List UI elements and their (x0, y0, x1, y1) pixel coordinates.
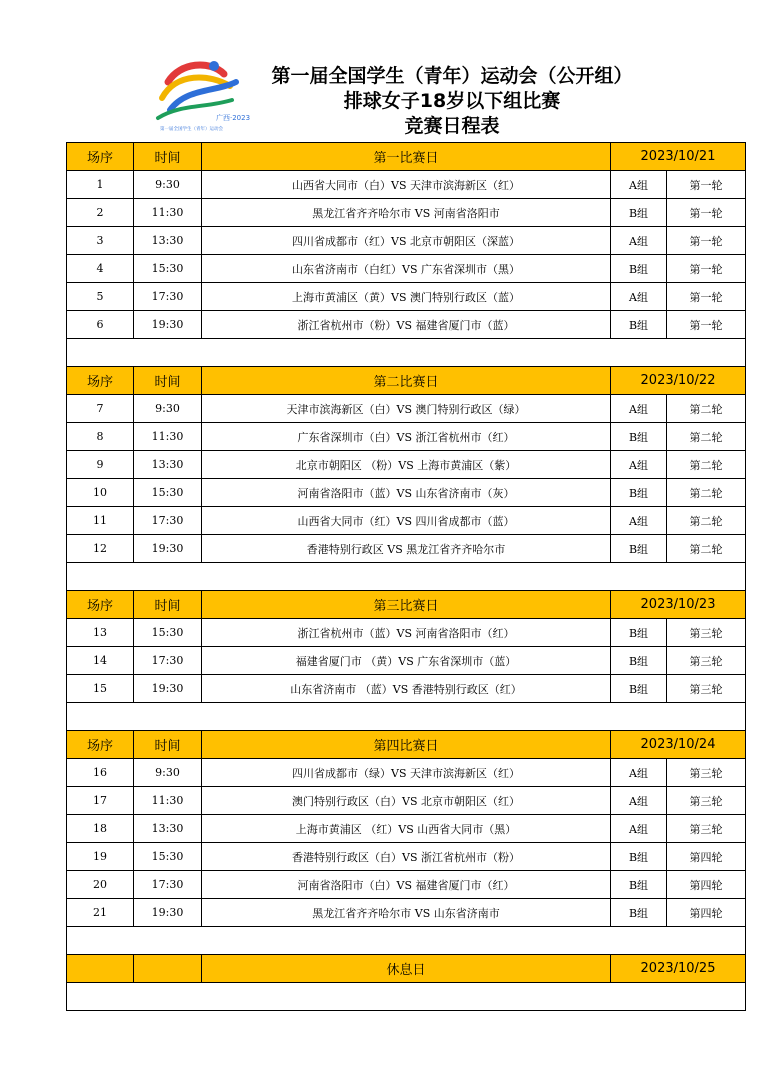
match-group: B组 (611, 535, 667, 563)
match-round: 第一轮 (667, 171, 746, 199)
match-row (67, 451, 746, 479)
rest-empty-seq (67, 955, 134, 983)
match-no: 5 (67, 283, 134, 311)
match-round: 第三轮 (667, 675, 746, 703)
match-row (67, 619, 746, 647)
match-round: 第三轮 (667, 619, 746, 647)
match-no: 4 (67, 255, 134, 283)
match-no: 21 (67, 899, 134, 927)
document-header (0, 0, 764, 142)
match-teams: 广东省深圳市（白）VS 浙江省杭州市（红） (202, 423, 611, 451)
match-no: 16 (67, 759, 134, 787)
header-time: 时间 (134, 731, 202, 759)
match-no: 13 (67, 619, 134, 647)
match-round: 第四轮 (667, 899, 746, 927)
match-no: 1 (67, 171, 134, 199)
match-time: 13:30 (134, 227, 202, 255)
match-time: 13:30 (134, 451, 202, 479)
match-time: 15:30 (134, 255, 202, 283)
match-time: 19:30 (134, 535, 202, 563)
match-group: B组 (611, 843, 667, 871)
match-round: 第四轮 (667, 871, 746, 899)
match-round: 第二轮 (667, 451, 746, 479)
match-time: 9:30 (134, 171, 202, 199)
match-time: 17:30 (134, 647, 202, 675)
match-no: 2 (67, 199, 134, 227)
match-row (67, 507, 746, 535)
match-no: 3 (67, 227, 134, 255)
match-no: 14 (67, 647, 134, 675)
match-no: 6 (67, 311, 134, 339)
match-row (67, 535, 746, 563)
match-group: A组 (611, 227, 667, 255)
match-group: B组 (611, 675, 667, 703)
day-date: 2023/10/21 (611, 143, 746, 171)
title-line-2: 排球女子18岁以下组比赛 (343, 90, 561, 112)
match-time: 11:30 (134, 423, 202, 451)
match-no: 12 (67, 535, 134, 563)
match-time: 17:30 (134, 507, 202, 535)
day-title: 第二比赛日 (202, 367, 611, 395)
match-round: 第一轮 (667, 255, 746, 283)
match-row (67, 227, 746, 255)
match-no: 9 (67, 451, 134, 479)
match-group: A组 (611, 787, 667, 815)
match-teams: 四川省成都市（绿）VS 天津市滨海新区（红） (202, 759, 611, 787)
rest-day-date: 2023/10/25 (611, 955, 746, 983)
match-teams: 河南省洛阳市（白）VS 福建省厦门市（红） (202, 871, 611, 899)
match-round: 第二轮 (667, 535, 746, 563)
match-time: 9:30 (134, 759, 202, 787)
match-teams: 澳门特别行政区（白）VS 北京市朝阳区（红） (202, 787, 611, 815)
match-no: 8 (67, 423, 134, 451)
match-row (67, 787, 746, 815)
match-row (67, 759, 746, 787)
match-row (67, 255, 746, 283)
match-time: 17:30 (134, 283, 202, 311)
spacer-cell (67, 703, 746, 731)
title-line-3: 竞赛日程表 (404, 115, 500, 137)
match-no: 18 (67, 815, 134, 843)
match-no: 15 (67, 675, 134, 703)
match-time: 11:30 (134, 787, 202, 815)
match-group: A组 (611, 395, 667, 423)
spacer-cell (67, 563, 746, 591)
match-row (67, 395, 746, 423)
match-group: A组 (611, 451, 667, 479)
day-date: 2023/10/22 (611, 367, 746, 395)
spacer-row (67, 983, 746, 1011)
match-teams: 浙江省杭州市（粉）VS 福建省厦门市（蓝） (202, 311, 611, 339)
match-row (67, 311, 746, 339)
schedule-table (66, 142, 746, 1011)
match-time: 15:30 (134, 619, 202, 647)
match-group: B组 (611, 479, 667, 507)
match-round: 第三轮 (667, 787, 746, 815)
spacer-cell (67, 339, 746, 367)
spacer-cell (67, 983, 746, 1011)
match-group: B组 (611, 255, 667, 283)
header-seq: 场序 (67, 367, 134, 395)
games-logo (140, 52, 262, 136)
match-round: 第三轮 (667, 647, 746, 675)
match-row (67, 283, 746, 311)
match-round: 第四轮 (667, 843, 746, 871)
match-round: 第三轮 (667, 815, 746, 843)
header-time: 时间 (134, 367, 202, 395)
match-round: 第一轮 (667, 199, 746, 227)
day-title: 第一比赛日 (202, 143, 611, 171)
match-teams: 河南省洛阳市（蓝）VS 山东省济南市（灰） (202, 479, 611, 507)
svg-text:第一届全国学生（青年）运动会: 第一届全国学生（青年）运动会 (160, 127, 223, 132)
match-no: 7 (67, 395, 134, 423)
match-teams: 上海市黄浦区 （红）VS 山西省大同市（黑） (202, 815, 611, 843)
match-teams: 黑龙江省齐齐哈尔市 VS 河南省洛阳市 (202, 199, 611, 227)
match-group: A组 (611, 759, 667, 787)
spacer-row (67, 927, 746, 955)
match-group: B组 (611, 423, 667, 451)
match-round: 第二轮 (667, 395, 746, 423)
match-row (67, 871, 746, 899)
match-row (67, 815, 746, 843)
spacer-row (67, 339, 746, 367)
match-round: 第三轮 (667, 759, 746, 787)
match-group: B组 (611, 619, 667, 647)
match-group: B组 (611, 311, 667, 339)
day-date: 2023/10/24 (611, 731, 746, 759)
match-row (67, 899, 746, 927)
match-teams: 山东省济南市（白红）VS 广东省深圳市（黑） (202, 255, 611, 283)
match-row (67, 843, 746, 871)
match-round: 第二轮 (667, 423, 746, 451)
match-group: A组 (611, 283, 667, 311)
spacer-row (67, 563, 746, 591)
match-time: 19:30 (134, 311, 202, 339)
match-teams: 山西省大同市（白）VS 天津市滨海新区（红） (202, 171, 611, 199)
match-time: 15:30 (134, 479, 202, 507)
match-row (67, 647, 746, 675)
header-seq: 场序 (67, 731, 134, 759)
match-teams: 四川省成都市（红）VS 北京市朝阳区（深蓝） (202, 227, 611, 255)
match-time: 19:30 (134, 899, 202, 927)
match-row (67, 675, 746, 703)
match-no: 10 (67, 479, 134, 507)
match-teams: 黑龙江省齐齐哈尔市 VS 山东省济南市 (202, 899, 611, 927)
rest-day-title: 休息日 (202, 955, 611, 983)
title-line-1: 第一届全国学生（青年）运动会（公开组） (271, 65, 633, 87)
match-group: B组 (611, 899, 667, 927)
match-group: B组 (611, 871, 667, 899)
match-row (67, 423, 746, 451)
match-teams: 香港特别行政区（白）VS 浙江省杭州市（粉） (202, 843, 611, 871)
match-row (67, 199, 746, 227)
match-no: 11 (67, 507, 134, 535)
match-row (67, 171, 746, 199)
match-group: B组 (611, 199, 667, 227)
header-seq: 场序 (67, 591, 134, 619)
day-date: 2023/10/23 (611, 591, 746, 619)
match-time: 17:30 (134, 871, 202, 899)
match-group: B组 (611, 647, 667, 675)
match-no: 17 (67, 787, 134, 815)
match-time: 11:30 (134, 199, 202, 227)
day-title: 第三比赛日 (202, 591, 611, 619)
match-round: 第二轮 (667, 507, 746, 535)
match-round: 第一轮 (667, 283, 746, 311)
match-time: 9:30 (134, 395, 202, 423)
match-round: 第一轮 (667, 311, 746, 339)
day-header-row (67, 143, 746, 171)
day-header-row (67, 367, 746, 395)
spacer-row (67, 703, 746, 731)
day-header-row (67, 731, 746, 759)
match-group: A组 (611, 171, 667, 199)
match-teams: 浙江省杭州市（蓝）VS 河南省洛阳市（红） (202, 619, 611, 647)
header-time: 时间 (134, 591, 202, 619)
match-teams: 山东省济南市 （蓝）VS 香港特别行政区（红） (202, 675, 611, 703)
match-group: A组 (611, 815, 667, 843)
match-row (67, 479, 746, 507)
match-teams: 上海市黄浦区（黄）VS 澳门特别行政区（蓝） (202, 283, 611, 311)
match-teams: 天津市滨海新区（白）VS 澳门特别行政区（绿） (202, 395, 611, 423)
day-header-row (67, 591, 746, 619)
header-seq: 场序 (67, 143, 134, 171)
header-time: 时间 (134, 143, 202, 171)
match-teams: 北京市朝阳区 （粉）VS 上海市黄浦区（紫） (202, 451, 611, 479)
match-round: 第二轮 (667, 479, 746, 507)
match-teams: 山西省大同市（红）VS 四川省成都市（蓝） (202, 507, 611, 535)
match-teams: 香港特别行政区 VS 黑龙江省齐齐哈尔市 (202, 535, 611, 563)
match-time: 13:30 (134, 815, 202, 843)
match-time: 15:30 (134, 843, 202, 871)
svg-text:广西·2023: 广西·2023 (216, 114, 251, 122)
match-group: A组 (611, 507, 667, 535)
rest-day-row (67, 955, 746, 983)
day-title: 第四比赛日 (202, 731, 611, 759)
match-no: 20 (67, 871, 134, 899)
match-time: 19:30 (134, 675, 202, 703)
match-no: 19 (67, 843, 134, 871)
spacer-cell (67, 927, 746, 955)
match-teams: 福建省厦门市 （黄）VS 广东省深圳市（蓝） (202, 647, 611, 675)
match-round: 第一轮 (667, 227, 746, 255)
rest-empty-time (134, 955, 202, 983)
